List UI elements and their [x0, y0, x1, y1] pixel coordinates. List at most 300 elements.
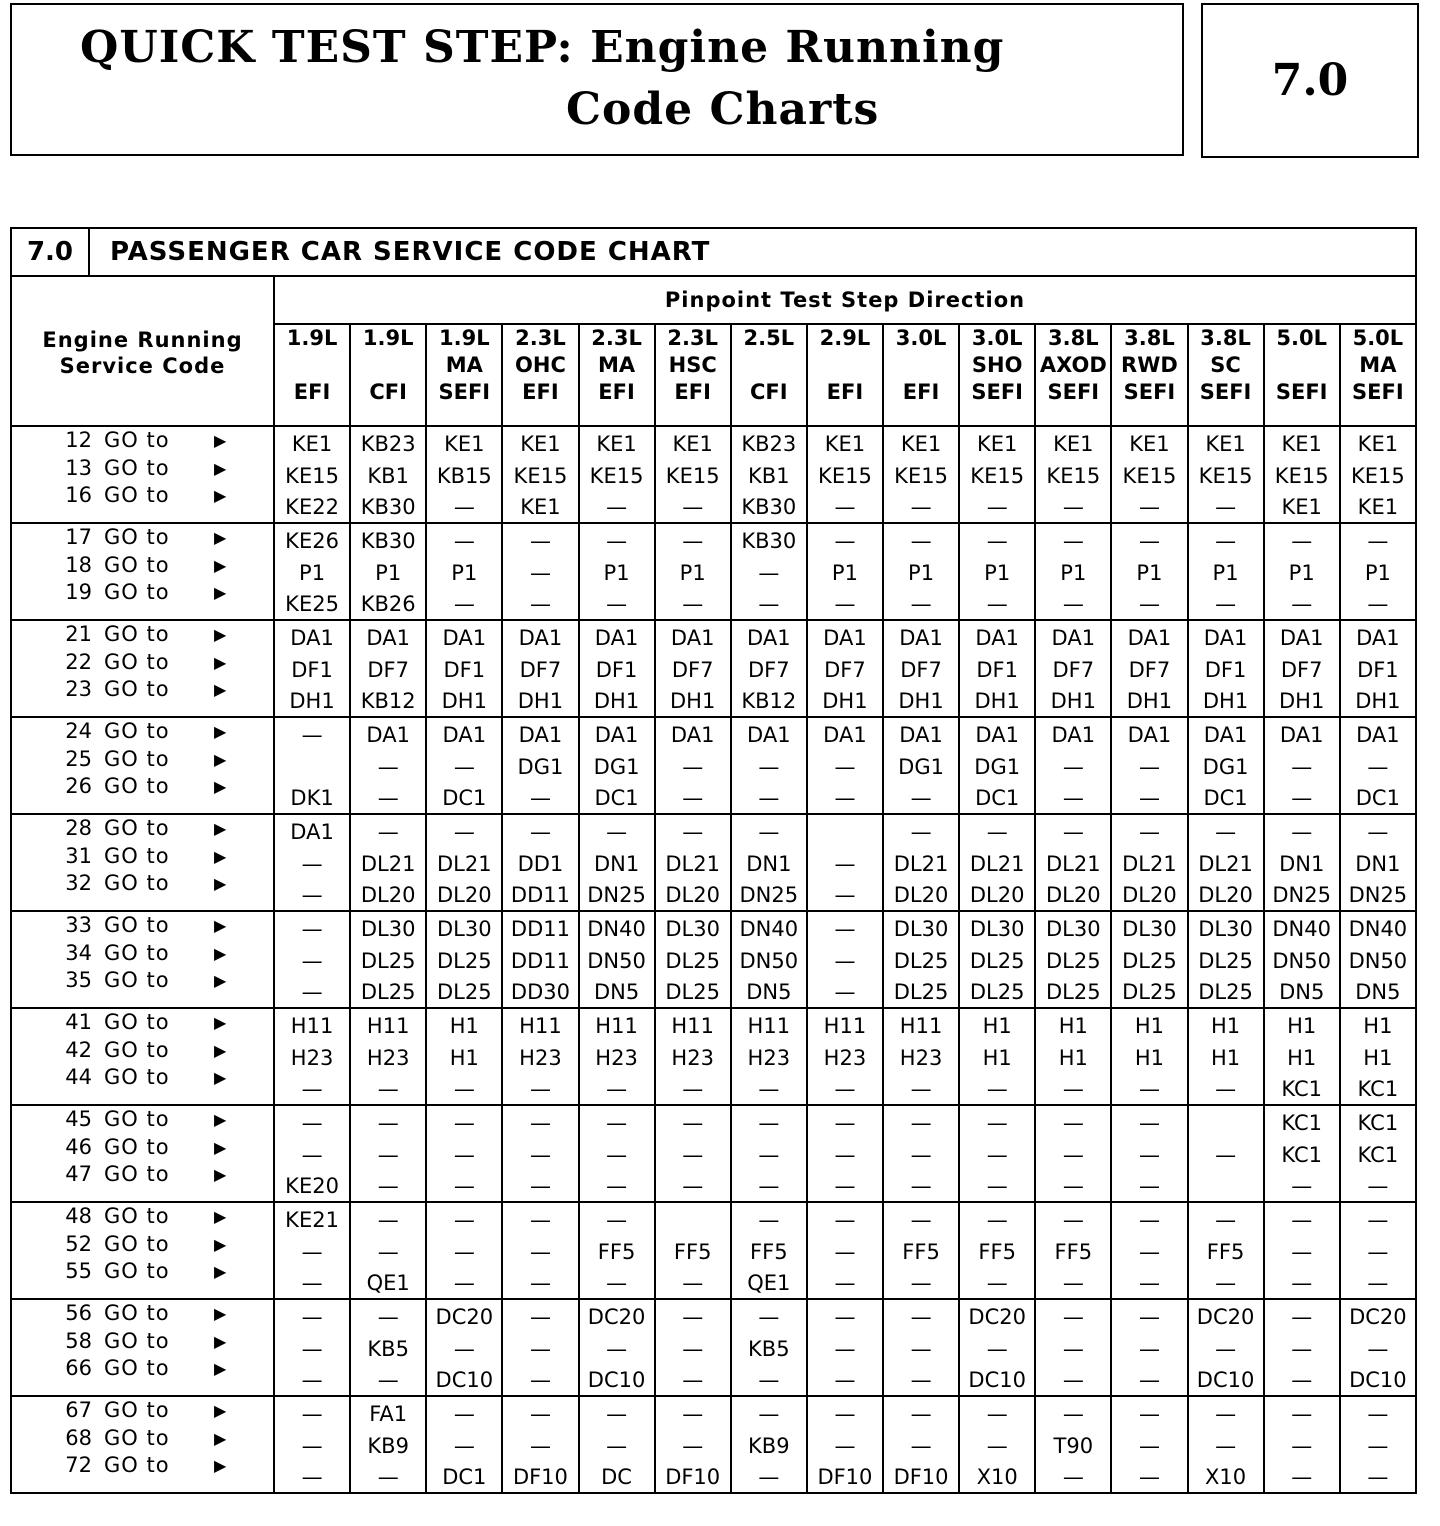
test-step-cell — [807, 1396, 883, 1493]
test-step-cell — [655, 814, 731, 911]
test-step-value: H1 — [1287, 1045, 1317, 1070]
test-step-value: — — [682, 786, 704, 810]
test-step-value: DH1 — [1279, 689, 1325, 713]
test-step-value: DF1 — [1204, 657, 1247, 682]
test-step-value: DN40 — [739, 917, 799, 941]
arrow-right-icon: ▶ — [214, 458, 227, 478]
test-step-value: — — [1215, 1336, 1237, 1361]
test-step-value: — — [606, 1402, 628, 1426]
test-step-value: FA1 — [369, 1402, 408, 1426]
test-step-cell — [1111, 426, 1187, 523]
test-step-value: — — [986, 1077, 1008, 1101]
test-step-value: P1 — [1288, 560, 1315, 585]
test-step-cell — [1340, 911, 1416, 1008]
test-step-value: — — [453, 529, 475, 553]
test-step-value: — — [1138, 1111, 1160, 1135]
test-step-value: KE1 — [1281, 432, 1322, 456]
test-step-value: KC1 — [1281, 1077, 1323, 1101]
test-step-value: — — [834, 917, 856, 941]
test-step-value: — — [1062, 1305, 1084, 1329]
test-step-value: DF7 — [1052, 657, 1095, 682]
test-step-value: — — [758, 1465, 780, 1489]
column-header — [1188, 324, 1264, 426]
service-code-line — [12, 718, 273, 746]
test-step-value: — — [1062, 1142, 1084, 1167]
service-code-line — [12, 940, 273, 968]
test-step-value: H1 — [1210, 1045, 1241, 1070]
test-step-value: — — [910, 1142, 932, 1167]
test-step-value: — — [834, 1271, 856, 1295]
service-code: 72 — [65, 1453, 92, 1477]
test-step-value: DF7 — [1280, 657, 1323, 682]
test-step-value: DN25 — [587, 883, 646, 907]
test-step-value: DN25 — [1348, 883, 1408, 907]
test-step-value: — — [758, 1077, 780, 1101]
column-header-line: MA — [1359, 353, 1397, 377]
go-to-label: GO to — [104, 1065, 170, 1089]
test-step-cell — [1188, 620, 1264, 717]
column-header-line: SEFI — [1047, 380, 1100, 404]
test-step-value: — — [529, 1402, 551, 1426]
test-step-value: — — [1215, 529, 1237, 553]
test-step-value: — — [986, 1142, 1008, 1167]
test-step-value: KC1 — [1357, 1111, 1399, 1135]
column-header-line: RWD — [1121, 353, 1178, 377]
test-step-cell — [1111, 1008, 1187, 1105]
test-step-value: — — [1138, 592, 1160, 616]
service-code: 13 — [65, 455, 92, 480]
go-to-label: GO to — [104, 1425, 170, 1450]
test-step-value: DG1 — [1202, 754, 1249, 779]
arrow-right-icon: ▶ — [214, 555, 227, 575]
test-step-value: — — [606, 1208, 628, 1232]
service-code: 31 — [65, 843, 92, 868]
test-step-cell — [1340, 1105, 1416, 1202]
test-step-value: FF5 — [1206, 1239, 1245, 1264]
test-step-value: DF7 — [1128, 657, 1171, 682]
test-step-cell — [1264, 523, 1340, 620]
test-step-value: — — [377, 1111, 399, 1135]
test-step-cell — [1111, 717, 1187, 814]
test-step-value: — — [1291, 592, 1313, 616]
column-header-line: SHO — [971, 353, 1023, 377]
test-step-cell — [502, 1396, 578, 1493]
test-step-cell — [883, 717, 959, 814]
test-step-value: — — [758, 1111, 780, 1135]
test-step-cell — [426, 814, 502, 911]
test-step-cell — [655, 1396, 731, 1493]
arrow-right-icon: ▶ — [214, 1013, 227, 1032]
test-step-value: H23 — [519, 1045, 562, 1070]
test-step-cell — [350, 1008, 426, 1105]
test-step-value: DA1 — [1127, 723, 1172, 747]
column-header-line: MA — [445, 353, 483, 377]
service-code-line — [12, 579, 273, 607]
go-to-label: GO to — [104, 940, 170, 965]
test-step-value: DN1 — [1355, 851, 1401, 876]
test-step-value: KE1 — [1053, 432, 1094, 456]
go-to-label: GO to — [104, 1037, 170, 1062]
test-step-value: — — [1367, 754, 1389, 779]
test-step-value: — — [834, 786, 856, 810]
arrow-right-icon: ▶ — [214, 722, 227, 741]
test-step-cell — [807, 911, 883, 1008]
test-step-value: DF1 — [443, 657, 486, 682]
service-code: 21 — [65, 622, 92, 646]
test-step-value: — — [910, 529, 932, 553]
go-to-label: GO to — [104, 1162, 170, 1186]
test-step-cell — [731, 717, 807, 814]
test-step-value: — — [758, 592, 780, 616]
service-code: 67 — [65, 1398, 92, 1422]
test-step-value: — — [682, 1305, 704, 1329]
column-header — [731, 324, 807, 426]
test-step-value: — — [529, 1174, 551, 1198]
test-step-value: — — [1291, 1465, 1313, 1489]
test-step-value: FF5 — [673, 1239, 712, 1264]
test-step-value: DC1 — [975, 786, 1020, 810]
test-step-cell — [959, 911, 1035, 1008]
test-step-value: — — [301, 1239, 323, 1264]
test-step-value: H11 — [671, 1014, 714, 1038]
test-step-value: — — [1138, 1271, 1160, 1295]
test-step-cell — [807, 717, 883, 814]
test-step-cell — [579, 523, 655, 620]
test-step-value: — — [1062, 1336, 1084, 1361]
test-step-cell — [1264, 717, 1340, 814]
test-step-value: DA1 — [1203, 723, 1248, 747]
test-step-cell — [731, 523, 807, 620]
test-step-value: DA1 — [747, 626, 791, 650]
pinpoint-subheader: Pinpoint Test Step Direction — [274, 276, 1416, 324]
arrow-right-icon: ▶ — [214, 1428, 227, 1448]
test-step-value: — — [682, 754, 704, 779]
service-code-line — [12, 552, 273, 580]
code-group-row — [11, 1299, 1416, 1396]
service-code: 17 — [65, 525, 92, 549]
test-step-value: KB15 — [436, 463, 492, 488]
test-step-value: — — [1215, 1433, 1237, 1458]
test-step-cell — [502, 620, 578, 717]
test-step-cell — [655, 717, 731, 814]
go-to-label: GO to — [104, 1453, 170, 1477]
column-header — [1035, 324, 1111, 426]
arrow-right-icon: ▶ — [214, 583, 227, 602]
arrow-right-icon: ▶ — [214, 1068, 227, 1087]
test-step-value: — — [910, 1208, 932, 1232]
test-step-value: KE26 — [285, 529, 339, 553]
test-step-cell — [426, 1202, 502, 1299]
test-step-value: KE20 — [285, 1174, 339, 1198]
test-step-value: — — [1367, 1239, 1389, 1264]
arrow-right-icon: ▶ — [214, 431, 227, 450]
test-step-value: DN40 — [1272, 917, 1331, 941]
test-step-cell — [579, 717, 655, 814]
test-step-value: DF1 — [291, 657, 333, 682]
test-step-value: DN40 — [587, 917, 646, 941]
test-step-value: — — [1291, 1174, 1313, 1198]
test-step-cell — [1111, 911, 1187, 1008]
test-step-value: DH1 — [1126, 689, 1173, 713]
test-step-value: DL25 — [1198, 948, 1253, 973]
test-step-cell — [1264, 1396, 1340, 1493]
test-step-cell — [1111, 814, 1187, 911]
test-step-cell — [1111, 620, 1187, 717]
test-step-value: — — [910, 1402, 932, 1426]
test-step-value: — — [453, 1402, 475, 1426]
test-step-cell — [426, 1299, 502, 1396]
column-header-line: HSC — [668, 353, 717, 377]
test-step-value: — — [1215, 1208, 1237, 1232]
test-step-value: DA1 — [290, 626, 334, 650]
test-step-cell — [883, 814, 959, 911]
test-step-value: KE15 — [894, 463, 948, 488]
test-step-value: — — [834, 1239, 856, 1264]
test-step-value: P1 — [984, 560, 1011, 585]
go-to-label: GO to — [104, 649, 170, 674]
go-to-label: GO to — [104, 525, 170, 549]
test-step-value: H11 — [899, 1014, 943, 1038]
test-step-value: — — [1291, 529, 1313, 553]
test-step-value: P1 — [908, 560, 935, 585]
arrow-right-icon: ▶ — [214, 1359, 227, 1378]
test-step-value: KE1 — [976, 432, 1018, 456]
test-step-value: H1 — [449, 1014, 479, 1038]
test-step-cell — [1188, 1396, 1264, 1493]
test-step-value: — — [834, 1368, 856, 1392]
go-to-label: GO to — [104, 1231, 170, 1256]
arrow-right-icon: ▶ — [214, 1040, 227, 1060]
test-step-value: — — [377, 820, 399, 844]
test-step-cell — [807, 1008, 883, 1105]
test-step-cell — [1111, 523, 1187, 620]
service-code: 24 — [65, 719, 92, 743]
row-header-line1: Engine Running — [42, 328, 243, 352]
test-step-value: DN50 — [739, 948, 799, 973]
test-step-value: — — [1367, 1433, 1389, 1458]
test-step-cell — [502, 523, 578, 620]
arrow-right-icon: ▶ — [214, 625, 227, 644]
test-step-cell — [350, 1202, 426, 1299]
service-code: 44 — [65, 1065, 92, 1089]
test-step-value: — — [1062, 1465, 1084, 1489]
test-step-value: DA1 — [670, 626, 715, 650]
test-step-value: — — [377, 754, 399, 779]
go-to-label: GO to — [104, 1259, 170, 1283]
test-step-cell — [731, 911, 807, 1008]
test-step-value — [808, 815, 882, 847]
column-header — [1111, 324, 1187, 426]
go-to-label: GO to — [104, 913, 170, 937]
service-code: 46 — [65, 1134, 92, 1159]
test-step-value: DA1 — [1127, 626, 1172, 650]
test-step-value — [1189, 1106, 1263, 1138]
arrow-right-icon: ▶ — [214, 1401, 227, 1420]
service-code: 45 — [65, 1107, 92, 1131]
go-to-label: GO to — [104, 1204, 170, 1228]
column-header-line: 5.0L — [1276, 326, 1327, 350]
test-step-value: H11 — [519, 1014, 562, 1038]
test-step-value: — — [1138, 495, 1160, 519]
test-step-value: — — [1291, 1336, 1313, 1361]
test-step-value: KB30 — [360, 495, 416, 519]
test-step-value: — — [1215, 592, 1237, 616]
test-step-value: KB5 — [748, 1336, 790, 1361]
test-step-value: — — [986, 1111, 1008, 1135]
test-step-cell — [1264, 1299, 1340, 1396]
test-step-value: — — [377, 1305, 399, 1329]
test-step-cell — [1188, 426, 1264, 523]
test-step-value: DC10 — [1196, 1368, 1255, 1392]
test-step-value: — — [1291, 1271, 1313, 1295]
test-step-cell — [655, 523, 731, 620]
test-step-value: KE1 — [1205, 432, 1246, 456]
test-step-value: KE1 — [1281, 495, 1322, 519]
test-step-value: — — [682, 1174, 704, 1198]
test-step-cell — [959, 1202, 1035, 1299]
test-step-value: H1 — [982, 1014, 1012, 1038]
column-header — [1340, 324, 1416, 426]
test-step-value: — — [301, 1402, 323, 1426]
test-step-value: — — [682, 1111, 704, 1135]
code-group-row — [11, 426, 1416, 523]
test-step-value: KE15 — [818, 463, 872, 488]
test-step-value: — — [377, 1142, 399, 1167]
go-to-label: GO to — [104, 455, 170, 480]
test-step-value: — — [453, 1142, 475, 1167]
header-title-line1: QUICK TEST STEP: Engine Running — [80, 22, 1005, 73]
column-header — [350, 324, 426, 426]
test-step-cell — [883, 1202, 959, 1299]
test-step-value: — — [1062, 592, 1084, 616]
test-step-value: — — [377, 1174, 399, 1198]
test-step-cell — [1264, 426, 1340, 523]
test-step-cell — [655, 1299, 731, 1396]
test-step-cell — [731, 1299, 807, 1396]
test-step-value: — — [682, 1336, 704, 1361]
column-header — [807, 324, 883, 426]
test-step-value: H23 — [366, 1045, 410, 1070]
test-step-value: — — [1138, 1305, 1160, 1329]
test-step-value: KB5 — [367, 1336, 409, 1361]
test-step-cell — [579, 620, 655, 717]
column-header-line: 1.9L — [439, 326, 490, 350]
test-step-value: P1 — [1136, 560, 1163, 585]
test-step-cell — [1340, 1299, 1416, 1396]
service-code-line — [12, 649, 273, 677]
test-step-cell — [959, 814, 1035, 911]
test-step-cell — [655, 426, 731, 523]
test-step-value: KE1 — [900, 432, 942, 456]
column-header-line: 3.8L — [1124, 326, 1175, 350]
test-step-cell — [426, 1008, 502, 1105]
test-step-value: DG1 — [517, 754, 564, 779]
test-step-value: DC20 — [1349, 1305, 1407, 1329]
test-step-value: KE15 — [1198, 463, 1253, 488]
service-code-cell — [11, 1105, 274, 1202]
service-code: 55 — [65, 1259, 92, 1283]
test-step-value: KE1 — [444, 432, 485, 456]
column-header — [579, 324, 655, 426]
test-step-value: — — [1138, 1465, 1160, 1489]
service-code-line — [12, 1203, 273, 1231]
test-step-value: DA1 — [1356, 626, 1400, 650]
service-code: 35 — [65, 968, 92, 992]
test-step-value: KB30 — [741, 529, 797, 553]
column-header-line: EFI — [522, 380, 559, 404]
service-code: 66 — [65, 1356, 92, 1380]
service-code-line — [12, 967, 273, 995]
test-step-value: DA1 — [1203, 626, 1248, 650]
test-step-value: — — [1138, 1433, 1160, 1458]
test-step-cell — [350, 1396, 426, 1493]
test-step-value: KE1 — [520, 495, 561, 519]
service-code: 16 — [65, 483, 92, 507]
column-header-line: 5.0L — [1352, 326, 1404, 350]
test-step-value: — — [1062, 1111, 1084, 1135]
test-step-value: DH1 — [974, 689, 1020, 713]
test-step-value: — — [301, 980, 323, 1004]
test-step-value: — — [453, 754, 475, 779]
test-step-value: DL20 — [437, 883, 492, 907]
test-step-cell — [426, 1396, 502, 1493]
test-step-value: — — [1138, 1174, 1160, 1198]
test-step-value: — — [606, 1111, 628, 1135]
test-step-value: — — [986, 592, 1008, 616]
arrow-right-icon: ▶ — [214, 943, 227, 963]
test-step-value: — — [1291, 1239, 1313, 1264]
service-code-line — [12, 455, 273, 483]
test-step-value: — — [301, 723, 323, 747]
test-step-cell — [502, 426, 578, 523]
go-to-label: GO to — [104, 719, 170, 743]
test-step-value: — — [1215, 820, 1237, 844]
test-step-value: — — [1291, 754, 1313, 779]
test-step-value: DN50 — [1272, 948, 1331, 973]
test-step-cell — [579, 911, 655, 1008]
arrow-right-icon: ▶ — [214, 1456, 227, 1475]
test-step-value: — — [1367, 1208, 1389, 1232]
test-step-value: P1 — [299, 560, 326, 585]
test-step-cell — [274, 814, 350, 911]
test-step-cell — [1111, 1202, 1187, 1299]
test-step-cell — [1035, 1202, 1111, 1299]
arrow-right-icon: ▶ — [214, 1304, 227, 1323]
test-step-value: — — [1062, 1402, 1084, 1426]
test-step-cell — [731, 1202, 807, 1299]
test-step-value: H1 — [1287, 1014, 1317, 1038]
go-to-label: GO to — [104, 677, 170, 701]
test-step-cell — [502, 717, 578, 814]
service-code: 48 — [65, 1204, 92, 1228]
test-step-cell — [274, 426, 350, 523]
test-step-value: — — [1062, 754, 1084, 779]
test-step-cell — [274, 911, 350, 1008]
test-step-cell — [274, 1008, 350, 1105]
test-step-value: — — [758, 754, 780, 779]
test-step-value: — — [529, 820, 551, 844]
test-step-value: DL30 — [360, 917, 416, 941]
test-step-cell — [1340, 523, 1416, 620]
test-step-value: — — [834, 1305, 856, 1329]
go-to-label: GO to — [104, 746, 170, 771]
test-step-value: — — [986, 1271, 1008, 1295]
test-step-value: — — [834, 529, 856, 553]
test-step-value: — — [682, 592, 704, 616]
service-code-line — [12, 815, 273, 843]
test-step-cell — [883, 1105, 959, 1202]
column-header-line: 3.0L — [971, 326, 1023, 350]
